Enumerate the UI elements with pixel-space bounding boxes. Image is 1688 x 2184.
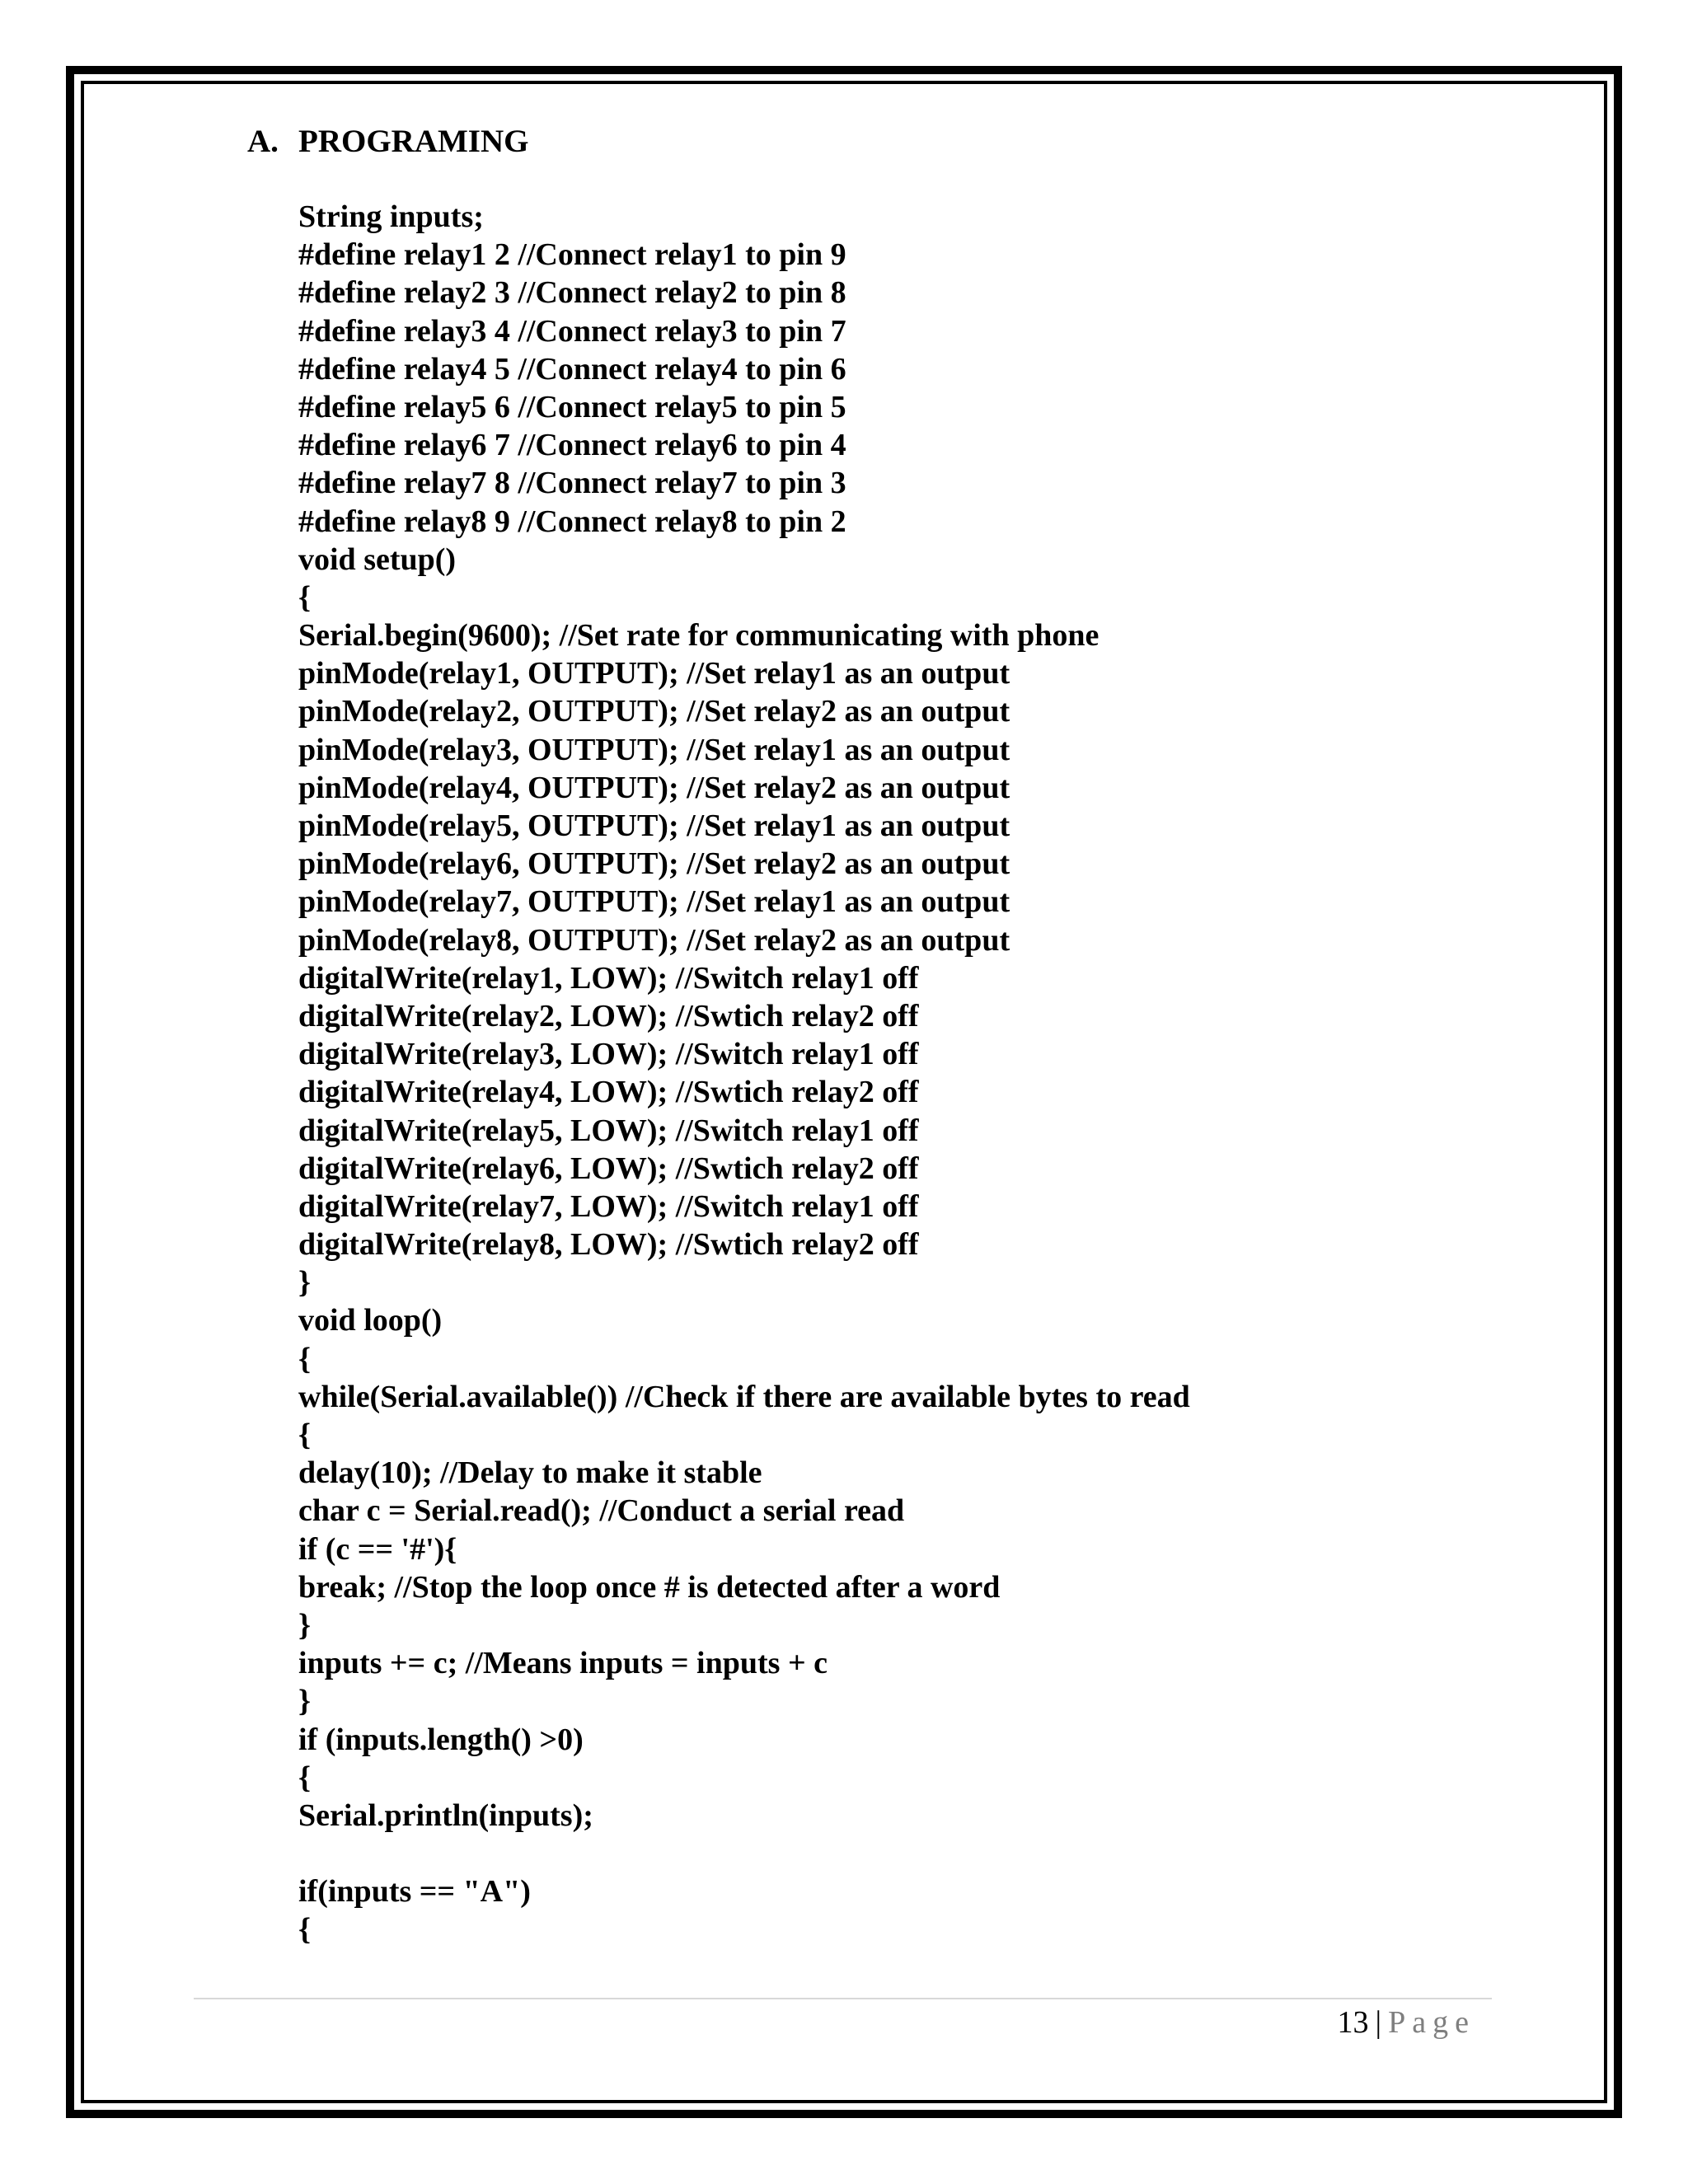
code-line: void setup()	[298, 541, 457, 577]
page-footer	[1338, 2001, 1475, 2044]
code-line: pinMode(relay6, OUTPUT); //Set relay2 as an output	[298, 846, 1010, 882]
section-marker: A.	[247, 124, 279, 159]
section-title: PROGRAMING	[298, 124, 529, 159]
code-line: #define relay3 4 //Connect relay3 to pin 7	[298, 313, 846, 349]
code-line: char c = Serial.read(); //Conduct a serial read	[298, 1493, 905, 1529]
code-line: pinMode(relay4, OUTPUT); //Set relay2 as an output	[298, 770, 1010, 805]
code-line: String inputs;	[298, 199, 484, 234]
code-line: break; //Stop the loop once # is detected after a word	[298, 1569, 1001, 1605]
code-line: if (c == '#'){	[298, 1531, 457, 1567]
code-line: #define relay5 6 //Connect relay5 to pin 5	[298, 389, 846, 424]
code-line	[298, 1835, 1190, 1872]
code-line: delay(10); //Delay to make it stable	[298, 1455, 762, 1491]
code-line: digitalWrite(relay2, LOW); //Swtich relay2 off	[298, 998, 919, 1033]
code-line: void loop()	[298, 1303, 443, 1338]
code-line: pinMode(relay1, OUTPUT); //Set relay1 as an output	[298, 656, 1010, 691]
code-line: if(inputs == "A")	[298, 1874, 531, 1910]
page-number: 13	[1337, 2005, 1369, 2040]
code-line: digitalWrite(relay5, LOW); //Switch relay1 off	[298, 1113, 919, 1148]
code-line: if (inputs.length() >0)	[298, 1722, 584, 1757]
code-line: digitalWrite(relay8, LOW); //Swtich relay2 off	[298, 1227, 919, 1263]
code-line: pinMode(relay3, OUTPUT); //Set relay1 as an output	[298, 732, 1010, 767]
code-line: pinMode(relay5, OUTPUT); //Set relay1 as an output	[298, 808, 1010, 843]
code-line: #define relay2 3 //Connect relay2 to pin 8	[298, 275, 846, 311]
page-label: Page	[1388, 2005, 1475, 2040]
code-line: digitalWrite(relay7, LOW); //Switch relay1 off	[298, 1188, 919, 1224]
code-line: #define relay6 7 //Connect relay6 to pin 4	[298, 428, 846, 463]
code-line: Serial.begin(9600); //Set rate for communicating with phone	[298, 618, 1100, 654]
code-line: digitalWrite(relay4, LOW); //Swtich relay2 off	[298, 1075, 919, 1110]
code-line: inputs += c; //Means inputs = inputs + c	[298, 1646, 828, 1681]
code-line: pinMode(relay2, OUTPUT); //Set relay2 as an output	[298, 694, 1010, 729]
section-heading	[247, 122, 528, 162]
code-line: #define relay4 5 //Connect relay4 to pin 6	[298, 351, 846, 387]
code-block	[298, 198, 1190, 1949]
code-line: Serial.println(inputs);	[298, 1797, 593, 1833]
code-line: pinMode(relay7, OUTPUT); //Set relay1 as an output	[298, 884, 1010, 920]
code-line: }	[298, 1265, 311, 1301]
code-line: {	[298, 579, 311, 615]
footer-divider	[194, 1998, 1492, 1999]
code-line: }	[298, 1607, 311, 1643]
code-line: {	[298, 1760, 311, 1795]
code-line: {	[298, 1418, 311, 1452]
code-line: digitalWrite(relay1, LOW); //Switch relay1 off	[298, 960, 919, 996]
code-line: while(Serial.available()) //Check if there are available bytes to read	[298, 1379, 1190, 1414]
code-line: #define relay1 2 //Connect relay1 to pin 9	[298, 237, 846, 273]
code-line: {	[298, 1912, 311, 1947]
code-line: #define relay7 8 //Connect relay7 to pin 3	[298, 466, 846, 501]
code-line: pinMode(relay8, OUTPUT); //Set relay2 as an output	[298, 922, 1010, 958]
code-line: {	[298, 1341, 311, 1376]
footer-separator: |	[1375, 2005, 1382, 2040]
code-line: digitalWrite(relay3, LOW); //Switch relay1 off	[298, 1037, 919, 1072]
code-line: digitalWrite(relay6, LOW); //Swtich relay2 off	[298, 1151, 919, 1186]
code-line: }	[298, 1684, 311, 1719]
code-line: #define relay8 9 //Connect relay8 to pin 2	[298, 504, 846, 539]
